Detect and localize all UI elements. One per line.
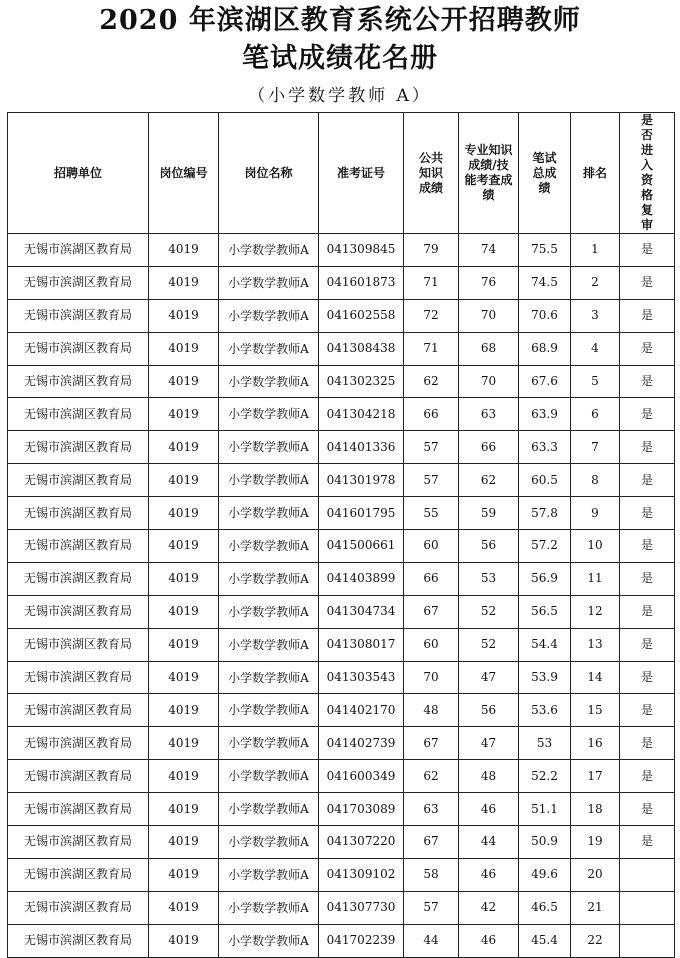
cell-total-score: 57.2: [519, 530, 571, 563]
cell-post-name: 小学数学教师A: [219, 431, 319, 464]
cell-post-name: 小学数学教师A: [219, 924, 319, 957]
cell-post-code: 4019: [149, 793, 219, 826]
cell-post-name: 小学数学教师A: [219, 727, 319, 760]
cell-public-score: 44: [404, 924, 459, 957]
cell-post-code: 4019: [149, 234, 219, 267]
cell-public-score: 66: [404, 562, 459, 595]
cell-total-score: 75.5: [519, 234, 571, 267]
position-subtitle: （小学数学教师 A）: [248, 86, 432, 106]
cell-rank: 6: [571, 398, 620, 431]
cell-review: 是: [620, 234, 675, 267]
col-exam-id-header-label: 准考证号: [336, 165, 385, 180]
table-row: [8, 266, 675, 299]
cell-review: 是: [620, 266, 675, 299]
cell-exam-id: 041307220: [319, 826, 404, 859]
cell-unit: 无锡市滨湖区教育局: [8, 299, 149, 332]
cell-total-score: 49.6: [519, 858, 571, 891]
cell-exam-id: 041304218: [319, 398, 404, 431]
cell-rank: 10: [571, 530, 620, 563]
cell-unit: 无锡市滨湖区教育局: [8, 266, 149, 299]
score-table: [7, 112, 675, 958]
cell-rank: 5: [571, 365, 620, 398]
table-row: [8, 727, 675, 760]
cell-unit: 无锡市滨湖区教育局: [8, 924, 149, 957]
table-row: [8, 464, 675, 497]
cell-professional-score: 46: [459, 924, 519, 957]
table-row: [8, 760, 675, 793]
table-body: [8, 234, 675, 958]
cell-exam-id: 041702239: [319, 924, 404, 957]
cell-exam-id: 041308017: [319, 628, 404, 661]
cell-post-name: 小学数学教师A: [219, 332, 319, 365]
cell-public-score: 71: [404, 332, 459, 365]
cell-public-score: 72: [404, 299, 459, 332]
cell-public-score: 60: [404, 628, 459, 661]
cell-post-code: 4019: [149, 562, 219, 595]
col-total-score-header: [519, 113, 571, 234]
cell-review: 是: [620, 760, 675, 793]
table-row: [8, 299, 675, 332]
cell-total-score: 57.8: [519, 497, 571, 530]
cell-public-score: 60: [404, 530, 459, 563]
col-total-score-header-label: 笔试总成绩: [532, 150, 557, 195]
cell-exam-id: 041601873: [319, 266, 404, 299]
table-row: [8, 365, 675, 398]
cell-unit: 无锡市滨湖区教育局: [8, 398, 149, 431]
cell-public-score: 66: [404, 398, 459, 431]
cell-professional-score: 68: [459, 332, 519, 365]
cell-total-score: 60.5: [519, 464, 571, 497]
cell-rank: 16: [571, 727, 620, 760]
cell-professional-score: 56: [459, 530, 519, 563]
cell-post-name: 小学数学教师A: [219, 661, 319, 694]
col-unit-header-label: 招聘单位: [53, 165, 102, 180]
col-public-score-header-label: 公共知识成绩: [418, 150, 443, 195]
cell-post-code: 4019: [149, 299, 219, 332]
col-post-name-header-label: 岗位名称: [244, 165, 293, 180]
cell-unit: 无锡市滨湖区教育局: [8, 628, 149, 661]
cell-professional-score: 66: [459, 431, 519, 464]
cell-unit: 无锡市滨湖区教育局: [8, 431, 149, 464]
cell-exam-id: 041402739: [319, 727, 404, 760]
cell-post-name: 小学数学教师A: [219, 694, 319, 727]
cell-post-name: 小学数学教师A: [219, 562, 319, 595]
table-row: [8, 431, 675, 464]
cell-review: 是: [620, 365, 675, 398]
cell-unit: 无锡市滨湖区教育局: [8, 530, 149, 563]
cell-post-name: 小学数学教师A: [219, 266, 319, 299]
table-row: [8, 924, 675, 957]
cell-professional-score: 63: [459, 398, 519, 431]
cell-post-code: 4019: [149, 694, 219, 727]
col-post-code-header: [149, 113, 219, 234]
cell-unit: 无锡市滨湖区教育局: [8, 562, 149, 595]
cell-post-name: 小学数学教师A: [219, 234, 319, 267]
col-post-name-header: [219, 113, 319, 234]
cell-unit: 无锡市滨湖区教育局: [8, 694, 149, 727]
cell-professional-score: 62: [459, 464, 519, 497]
cell-rank: 2: [571, 266, 620, 299]
document-subtitle-main: 笔试成绩花名册: [242, 43, 438, 74]
cell-public-score: 55: [404, 497, 459, 530]
cell-public-score: 67: [404, 595, 459, 628]
cell-total-score: 50.9: [519, 826, 571, 859]
cell-public-score: 57: [404, 891, 459, 924]
cell-total-score: 70.6: [519, 299, 571, 332]
cell-exam-id: 041401336: [319, 431, 404, 464]
col-unit-header: [8, 113, 149, 234]
cell-unit: 无锡市滨湖区教育局: [8, 793, 149, 826]
document-title: 2020 年滨湖区教育系统公开招聘教师: [99, 5, 581, 36]
cell-post-code: 4019: [149, 760, 219, 793]
cell-post-code: 4019: [149, 727, 219, 760]
cell-exam-id: 041601795: [319, 497, 404, 530]
cell-total-score: 63.9: [519, 398, 571, 431]
cell-post-code: 4019: [149, 497, 219, 530]
cell-public-score: 57: [404, 431, 459, 464]
cell-review: [620, 858, 675, 891]
cell-unit: 无锡市滨湖区教育局: [8, 234, 149, 267]
cell-unit: 无锡市滨湖区教育局: [8, 661, 149, 694]
cell-review: 是: [620, 793, 675, 826]
cell-post-code: 4019: [149, 266, 219, 299]
cell-review: 是: [620, 562, 675, 595]
table-row: [8, 398, 675, 431]
col-professional-score-header-label: 专业知识成绩/技能考查成绩: [464, 143, 513, 202]
cell-rank: 13: [571, 628, 620, 661]
cell-post-code: 4019: [149, 398, 219, 431]
cell-professional-score: 46: [459, 793, 519, 826]
cell-unit: 无锡市滨湖区教育局: [8, 464, 149, 497]
cell-public-score: 67: [404, 727, 459, 760]
cell-review: [620, 924, 675, 957]
cell-unit: 无锡市滨湖区教育局: [8, 595, 149, 628]
cell-professional-score: 46: [459, 858, 519, 891]
cell-total-score: 53.6: [519, 694, 571, 727]
cell-professional-score: 53: [459, 562, 519, 595]
cell-post-name: 小学数学教师A: [219, 595, 319, 628]
cell-review: 是: [620, 497, 675, 530]
col-review-header: [620, 113, 675, 234]
cell-professional-score: 48: [459, 760, 519, 793]
cell-review: 是: [620, 398, 675, 431]
cell-exam-id: 041602558: [319, 299, 404, 332]
table-row: [8, 530, 675, 563]
cell-exam-id: 041303543: [319, 661, 404, 694]
cell-public-score: 67: [404, 826, 459, 859]
cell-post-name: 小学数学教师A: [219, 628, 319, 661]
cell-post-name: 小学数学教师A: [219, 858, 319, 891]
cell-professional-score: 56: [459, 694, 519, 727]
cell-professional-score: 59: [459, 497, 519, 530]
cell-professional-score: 47: [459, 661, 519, 694]
cell-post-code: 4019: [149, 365, 219, 398]
table-row: [8, 628, 675, 661]
cell-public-score: 71: [404, 266, 459, 299]
cell-exam-id: 041309102: [319, 858, 404, 891]
cell-exam-id: 041307730: [319, 891, 404, 924]
cell-total-score: 68.9: [519, 332, 571, 365]
cell-exam-id: 041301978: [319, 464, 404, 497]
col-rank-header: [571, 113, 620, 234]
cell-professional-score: 42: [459, 891, 519, 924]
cell-total-score: 53.9: [519, 661, 571, 694]
cell-public-score: 70: [404, 661, 459, 694]
col-rank-header-label: 排名: [582, 165, 607, 180]
cell-total-score: 45.4: [519, 924, 571, 957]
cell-post-code: 4019: [149, 826, 219, 859]
cell-rank: 11: [571, 562, 620, 595]
cell-post-name: 小学数学教师A: [219, 497, 319, 530]
cell-rank: 1: [571, 234, 620, 267]
table-row: [8, 694, 675, 727]
cell-post-name: 小学数学教师A: [219, 398, 319, 431]
cell-unit: 无锡市滨湖区教育局: [8, 891, 149, 924]
table-row: [8, 661, 675, 694]
cell-review: 是: [620, 431, 675, 464]
cell-total-score: 54.4: [519, 628, 571, 661]
cell-exam-id: 041304734: [319, 595, 404, 628]
cell-unit: 无锡市滨湖区教育局: [8, 365, 149, 398]
cell-unit: 无锡市滨湖区教育局: [8, 826, 149, 859]
cell-professional-score: 52: [459, 628, 519, 661]
table-row: [8, 826, 675, 859]
cell-review: 是: [620, 332, 675, 365]
cell-public-score: 57: [404, 464, 459, 497]
cell-exam-id: 041302325: [319, 365, 404, 398]
cell-rank: 4: [571, 332, 620, 365]
table-row: [8, 332, 675, 365]
cell-total-score: 67.6: [519, 365, 571, 398]
cell-post-code: 4019: [149, 628, 219, 661]
cell-exam-id: 041308438: [319, 332, 404, 365]
cell-public-score: 63: [404, 793, 459, 826]
cell-review: 是: [620, 595, 675, 628]
cell-public-score: 79: [404, 234, 459, 267]
cell-exam-id: 041403899: [319, 562, 404, 595]
cell-exam-id: 041309845: [319, 234, 404, 267]
cell-post-code: 4019: [149, 661, 219, 694]
cell-total-score: 63.3: [519, 431, 571, 464]
cell-professional-score: 47: [459, 727, 519, 760]
cell-rank: 17: [571, 760, 620, 793]
cell-rank: 9: [571, 497, 620, 530]
cell-review: 是: [620, 661, 675, 694]
cell-post-name: 小学数学教师A: [219, 530, 319, 563]
col-post-code-header-label: 岗位编号: [159, 165, 208, 180]
cell-post-name: 小学数学教师A: [219, 365, 319, 398]
cell-professional-score: 44: [459, 826, 519, 859]
cell-rank: 3: [571, 299, 620, 332]
cell-unit: 无锡市滨湖区教育局: [8, 332, 149, 365]
cell-post-code: 4019: [149, 595, 219, 628]
cell-rank: 8: [571, 464, 620, 497]
cell-rank: 20: [571, 858, 620, 891]
cell-total-score: 46.5: [519, 891, 571, 924]
cell-review: 是: [620, 727, 675, 760]
table-row: [8, 562, 675, 595]
cell-review: 是: [620, 464, 675, 497]
cell-rank: 14: [571, 661, 620, 694]
cell-post-name: 小学数学教师A: [219, 891, 319, 924]
cell-rank: 7: [571, 431, 620, 464]
cell-rank: 19: [571, 826, 620, 859]
cell-total-score: 56.5: [519, 595, 571, 628]
cell-total-score: 74.5: [519, 266, 571, 299]
cell-exam-id: 041500661: [319, 530, 404, 563]
table-row: [8, 891, 675, 924]
cell-rank: 22: [571, 924, 620, 957]
cell-total-score: 56.9: [519, 562, 571, 595]
cell-review: 是: [620, 628, 675, 661]
cell-post-code: 4019: [149, 431, 219, 464]
cell-professional-score: 52: [459, 595, 519, 628]
cell-exam-id: 041600349: [319, 760, 404, 793]
cell-professional-score: 76: [459, 266, 519, 299]
col-review-header-label: 是否进入资格复审: [640, 113, 653, 232]
table-row: [8, 595, 675, 628]
cell-professional-score: 74: [459, 234, 519, 267]
cell-total-score: 51.1: [519, 793, 571, 826]
table-row: [8, 858, 675, 891]
cell-rank: 18: [571, 793, 620, 826]
cell-rank: 12: [571, 595, 620, 628]
cell-total-score: 53: [519, 727, 571, 760]
table-header-row: [8, 113, 675, 234]
cell-post-name: 小学数学教师A: [219, 826, 319, 859]
col-public-score-header: [404, 113, 459, 234]
cell-unit: 无锡市滨湖区教育局: [8, 497, 149, 530]
cell-exam-id: 041402170: [319, 694, 404, 727]
cell-post-name: 小学数学教师A: [219, 760, 319, 793]
col-exam-id-header: [319, 113, 404, 234]
cell-exam-id: 041703089: [319, 793, 404, 826]
cell-rank: 21: [571, 891, 620, 924]
cell-review: 是: [620, 530, 675, 563]
cell-review: 是: [620, 694, 675, 727]
cell-post-code: 4019: [149, 891, 219, 924]
col-professional-score-header: [459, 113, 519, 234]
cell-professional-score: 70: [459, 299, 519, 332]
cell-post-name: 小学数学教师A: [219, 464, 319, 497]
cell-unit: 无锡市滨湖区教育局: [8, 760, 149, 793]
cell-post-code: 4019: [149, 464, 219, 497]
cell-unit: 无锡市滨湖区教育局: [8, 727, 149, 760]
cell-review: 是: [620, 826, 675, 859]
cell-unit: 无锡市滨湖区教育局: [8, 858, 149, 891]
cell-post-code: 4019: [149, 858, 219, 891]
cell-public-score: 62: [404, 365, 459, 398]
cell-rank: 15: [571, 694, 620, 727]
table-row: [8, 793, 675, 826]
cell-professional-score: 70: [459, 365, 519, 398]
cell-public-score: 48: [404, 694, 459, 727]
cell-post-code: 4019: [149, 530, 219, 563]
cell-post-name: 小学数学教师A: [219, 299, 319, 332]
cell-total-score: 52.2: [519, 760, 571, 793]
cell-review: [620, 891, 675, 924]
table-row: [8, 497, 675, 530]
cell-post-code: 4019: [149, 924, 219, 957]
cell-post-name: 小学数学教师A: [219, 793, 319, 826]
cell-public-score: 58: [404, 858, 459, 891]
cell-review: 是: [620, 299, 675, 332]
table-row: [8, 234, 675, 267]
cell-public-score: 62: [404, 760, 459, 793]
cell-post-code: 4019: [149, 332, 219, 365]
